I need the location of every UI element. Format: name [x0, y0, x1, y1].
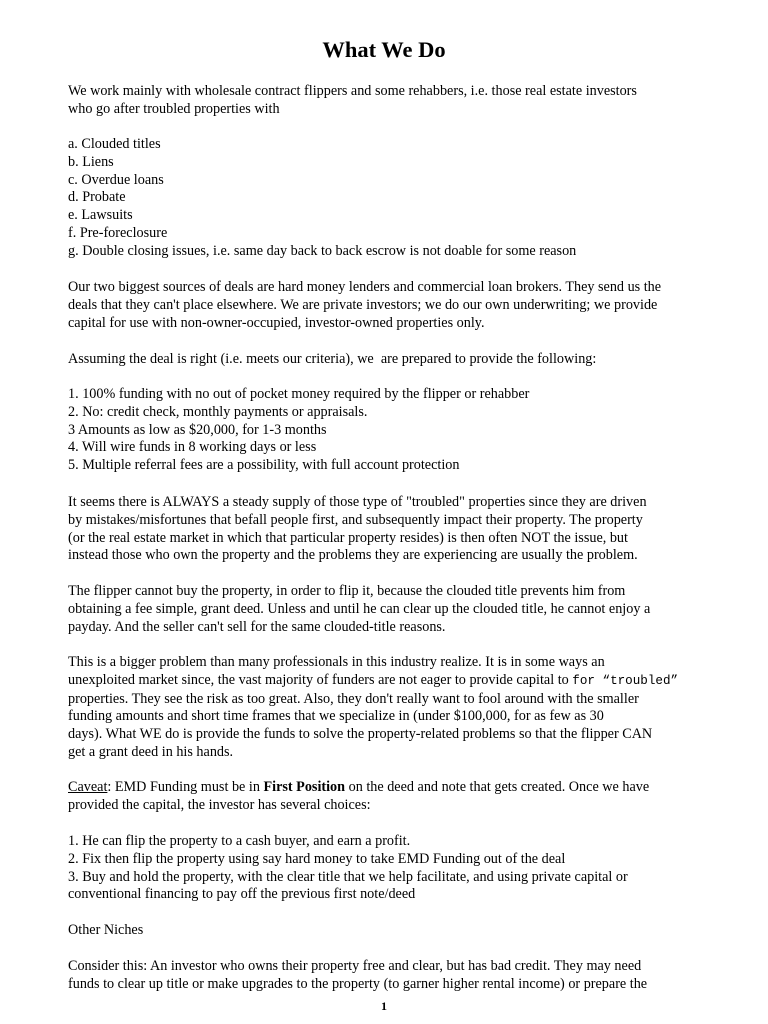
flipper-paragraph [68, 583, 708, 636]
text-line: who go after troubled properties with [68, 100, 280, 117]
text-line: Our two biggest sources of deals are hard money lenders and commercial loan brokers. They send us the [68, 279, 662, 295]
text-segment: unexploited market since, the vast majority of funders are not eager to provide capital to [68, 671, 573, 688]
text-line: days). What WE do is provide the funds to solve the property-related problems so that the flipper CAN [68, 726, 653, 743]
list-item: 4. Will wire funds in 8 working days or less [68, 439, 317, 456]
intro-paragraph [68, 83, 708, 119]
choices-list [68, 833, 708, 904]
text-line: The flipper cannot buy the property, in order to flip it, because the clouded title prevents him from [68, 583, 626, 599]
text-line: obtaining a fee simple, grant deed. Unless and until he can clear up the clouded title, he cannot enjoy a [68, 600, 651, 617]
text-line: get a grant deed in his hands. [68, 743, 234, 760]
assuming-paragraph [68, 351, 708, 369]
text-line: by mistakes/misfortunes that befall people first, and subsequently impact their property. The property [68, 511, 643, 528]
list-item: g. Double closing issues, i.e. same day back to back escrow is not doable for some reason [68, 242, 577, 259]
text-line: Consider this: An investor who owns their property free and clear, but has bad credit. They may need [68, 958, 642, 974]
list-item: 1. He can flip the property to a cash buyer, and earn a profit. [68, 833, 411, 849]
list-item: d. Probate [68, 189, 126, 206]
text-segment: : EMD Funding must be in [107, 779, 264, 795]
text-segment-mono: for “troubled” [572, 673, 679, 688]
text-segment: on the deed and note that gets created. Once we have [345, 779, 650, 795]
text-line: We work mainly with wholesale contract flippers and some rehabbers, i.e. those real estate investors [68, 83, 637, 99]
caveat-label: Caveat [68, 779, 108, 795]
issues-list [68, 136, 708, 261]
text-line: instead those who own the property and the problems they are experiencing are usually the problem. [68, 547, 638, 564]
caveat-paragraph [68, 779, 708, 815]
sources-paragraph [68, 279, 708, 332]
list-item: 5. Multiple referral fees are a possibility, with full account protection [68, 457, 460, 474]
text-line: deals that they can't place elsewhere. We are private investors; we do our own underwriting; we provide [68, 296, 658, 313]
text-line [68, 672, 708, 691]
text-line: payday. And the seller can't sell for the same clouded-title reasons. [68, 618, 446, 635]
text-line: It seems there is ALWAYS a steady supply of those type of "troubled" properties since they are driven [68, 494, 647, 510]
list-item: f. Pre-foreclosure [68, 224, 168, 241]
first-position-emphasis: First Position [263, 779, 346, 795]
text-line: Assuming the deal is right (i.e. meets our criteria), we are prepared to provide the following: [68, 351, 597, 367]
list-item: conventional financing to pay off the previous first note/deed [68, 886, 416, 903]
bigger-problem-paragraph [68, 654, 708, 762]
text-line: Other Niches [68, 922, 144, 938]
other-niches-heading [68, 922, 708, 940]
text-line: funds to clear up title or make upgrades to the property (to garner higher rental income) or prepare the [68, 975, 648, 992]
consider-paragraph [68, 958, 708, 994]
list-item: b. Liens [68, 153, 114, 170]
list-item: c. Overdue loans [68, 171, 164, 188]
page-number: 1 [381, 999, 387, 1013]
list-item: a. Clouded titles [68, 136, 161, 152]
text-line: capital for use with non-owner-occupied, investor-owned properties only. [68, 314, 485, 331]
list-item: 1. 100% funding with no out of pocket money required by the flipper or rehabber [68, 386, 530, 402]
supply-paragraph [68, 494, 708, 565]
text-line: properties. They see the risk as too great. Also, they don't really want to fool around with the smaller [68, 690, 639, 707]
page-title: What We Do [322, 37, 446, 62]
list-item: 3 Amounts as low as $20,000, for 1-3 months [68, 421, 327, 438]
list-item: 3. Buy and hold the property, with the clear title that we help facilitate, and using private capital or [68, 868, 628, 885]
text-line [68, 779, 708, 797]
text-line: (or the real estate market in which that particular property resides) is then often NOT the issue, but [68, 529, 628, 546]
offers-list [68, 386, 708, 475]
text-line: This is a bigger problem than many professionals in this industry realize. It is in some ways an [68, 654, 605, 670]
text-line: funding amounts and short time frames that we specialize in (under $100,000, for as few as 30 [68, 708, 604, 725]
text-line: provided the capital, the investor has several choices: [68, 796, 371, 813]
list-item: 2. Fix then flip the property using say hard money to take EMD Funding out of the deal [68, 850, 566, 867]
list-item: 2. No: credit check, monthly payments or appraisals. [68, 403, 368, 420]
list-item: e. Lawsuits [68, 207, 133, 224]
